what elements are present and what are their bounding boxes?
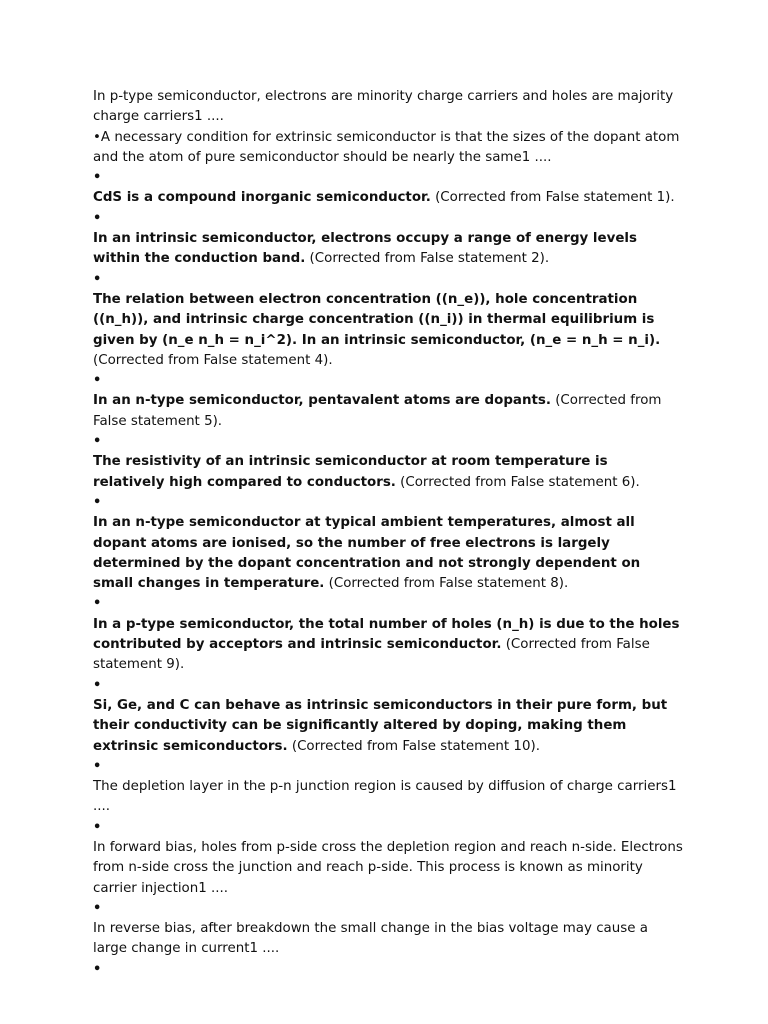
paragraph-intrinsic-electrons	[93, 229, 683, 270]
paragraph-ptype-carriers: In p-type semiconductor, electrons are minority charge carriers and holes are majority charge carriers1 ....	[93, 89, 674, 125]
bullet-marker: •	[93, 271, 102, 287]
correction-note: (Corrected from False statement 8).	[324, 576, 569, 592]
bullet-marker: •	[93, 170, 102, 186]
correction-note: (Corrected from False statement 10).	[287, 738, 540, 754]
paragraph-reverse-bias: In reverse bias, after breakdown the small change in the bias voltage may cause a large change in current1 ....	[93, 921, 648, 957]
correction-note: (Corrected from False statement 9).	[93, 637, 650, 673]
paragraph-ntype-ionised	[93, 513, 683, 594]
bullet-marker: •	[93, 677, 102, 693]
bullet-marker: •	[93, 900, 102, 916]
bold-statement: In an n-type semiconductor, pentavalent atoms are dopants.	[93, 393, 551, 409]
bold-statement: In a p-type semiconductor, the total number of holes (n_h) is due to the holes contributed by acceptors and intrinsic semiconductor.	[93, 616, 680, 653]
bullet-marker: •	[93, 819, 102, 835]
correction-note: (Corrected from False statement 5).	[93, 393, 662, 429]
bold-statement: The resistivity of an intrinsic semiconductor at room temperature is relatively high compared to conductors.	[93, 454, 608, 490]
bullet-marker: •	[93, 596, 102, 612]
bullet-marker: •	[93, 494, 102, 510]
bullet-marker: •	[93, 373, 102, 389]
paragraph-dopant-size: •A necessary condition for extrinsic semiconductor is that the sizes of the dopant atom and the atom of pure semiconductor should be nearly the same1 ....	[93, 129, 680, 165]
bold-statement: The relation between electron concentration ((n_e)), hole concentration ((n_h)), and intrinsic charge concentration ((n_i)) in thermal equilibrium is given by (n_e n_h = n_i^2). In an intrinsic semiconductor, (n_e = n_h = n_i).	[93, 291, 661, 348]
bullet-marker: •	[93, 758, 102, 774]
paragraph-depletion-layer: The depletion layer in the p-n junction region is caused by diffusion of charge carriers1 ....	[93, 779, 677, 815]
bullet-marker: •	[93, 961, 102, 977]
paragraph-ptype-holes	[93, 615, 683, 676]
paragraph-resistivity	[93, 452, 683, 493]
bullet-marker: •	[93, 434, 102, 450]
document-body	[93, 87, 683, 980]
bullet-marker: •	[93, 210, 102, 226]
paragraph-forward-bias: In forward bias, holes from p-side cross the depletion region and reach n-side. Electrons from n-side cross the junction and reach p-side. This process is known as minority carrier injection1 ....	[93, 839, 683, 896]
paragraph-si-ge-c	[93, 696, 683, 757]
bold-statement: In an n-type semiconductor at typical ambient temperatures, almost all dopant atoms are ionised, so the number of free electrons is largely determined by the dopant concentration and not strongly dependent on small changes in temperature.	[93, 515, 641, 592]
paragraph-concentration-relation	[93, 290, 683, 371]
paragraph-cds	[93, 188, 683, 208]
correction-note: (Corrected from False statement 1).	[430, 190, 675, 206]
correction-note: (Corrected from False statement 2).	[305, 251, 550, 267]
bold-statement: In an intrinsic semiconductor, electrons occupy a range of energy levels within the conduction band.	[93, 231, 637, 267]
paragraph-ntype-dopants	[93, 391, 683, 432]
correction-note: (Corrected from False statement 4).	[93, 352, 333, 368]
bold-statement: Si, Ge, and C can behave as intrinsic semiconductors in their pure form, but their conductivity can be significantly altered by doping, making them extrinsic semiconductors.	[93, 697, 668, 754]
correction-note: (Corrected from False statement 6).	[395, 474, 640, 490]
bold-statement: CdS is a compound inorganic semiconductor.	[93, 190, 431, 206]
